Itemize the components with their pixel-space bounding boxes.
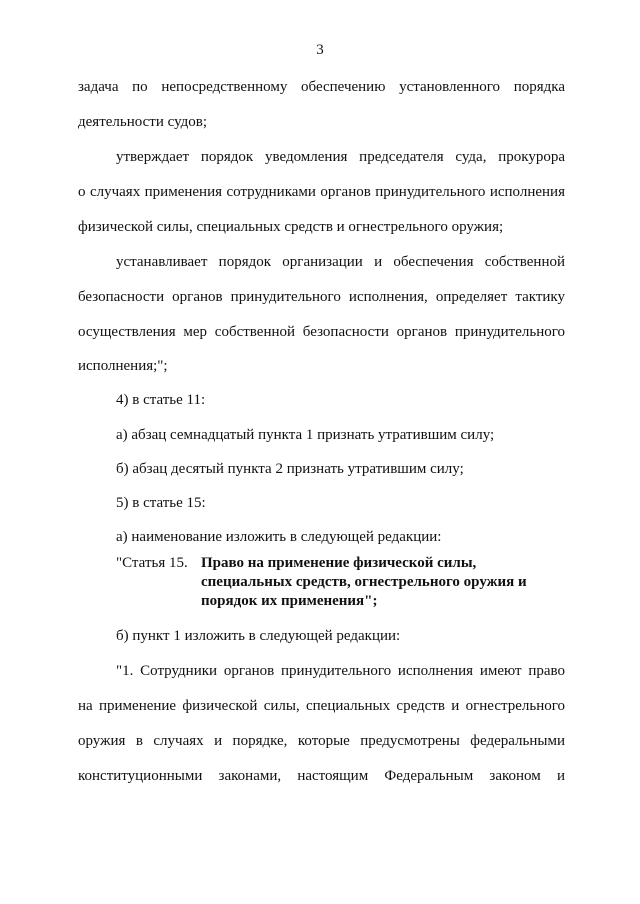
text-line: б) пункт 1 изложить в следующей редакции:	[116, 628, 401, 644]
text-line: "1. Сотрудники органов принудительного исполнения имеют право	[116, 663, 565, 679]
page-number: 3	[316, 42, 324, 58]
text-line: безопасности органов принудительного исполнения, определяет тактику	[78, 289, 565, 305]
text-line: задача по непосредственному обеспечению установленного порядка	[78, 79, 565, 95]
text-line: деятельности судов;	[78, 114, 208, 130]
article-title-line: специальных средств, огнестрельного оружия и	[201, 574, 527, 590]
article-label: "Статья 15.	[116, 555, 188, 571]
text-line: о случаях применения сотрудниками органов принудительного исполнения	[78, 184, 565, 200]
text-line: а) абзац семнадцатый пункта 1 признать утратившим силу;	[116, 427, 495, 443]
text-line: оружия в случаях и порядке, которые предусмотрены федеральными	[78, 733, 565, 749]
article-title	[201, 554, 581, 611]
text-line: на применение физической силы, специальных средств и огнестрельного	[78, 698, 565, 714]
article-title-line: Право на применение физической силы,	[201, 555, 477, 571]
text-line: а) наименование изложить в следующей редакции:	[116, 529, 442, 545]
text-line: 4) в статье 11:	[116, 392, 206, 408]
text-line: 5) в статье 15:	[116, 495, 206, 511]
article-title-line: порядок их применения";	[201, 593, 378, 609]
text-line: физической силы, специальных средств и огнестрельного оружия;	[78, 219, 504, 235]
text-line: б) абзац десятый пункта 2 признать утратившим силу;	[116, 461, 464, 477]
text-line: конституционными законами, настоящим Федеральным законом и	[78, 768, 565, 784]
text-line: исполнения;";	[78, 358, 168, 374]
text-line: утверждает порядок уведомления председателя суда, прокурора	[116, 149, 565, 165]
text-line: осуществления мер собственной безопасности органов принудительного	[78, 324, 565, 340]
text-line: устанавливает порядок организации и обеспечения собственной	[116, 254, 565, 270]
